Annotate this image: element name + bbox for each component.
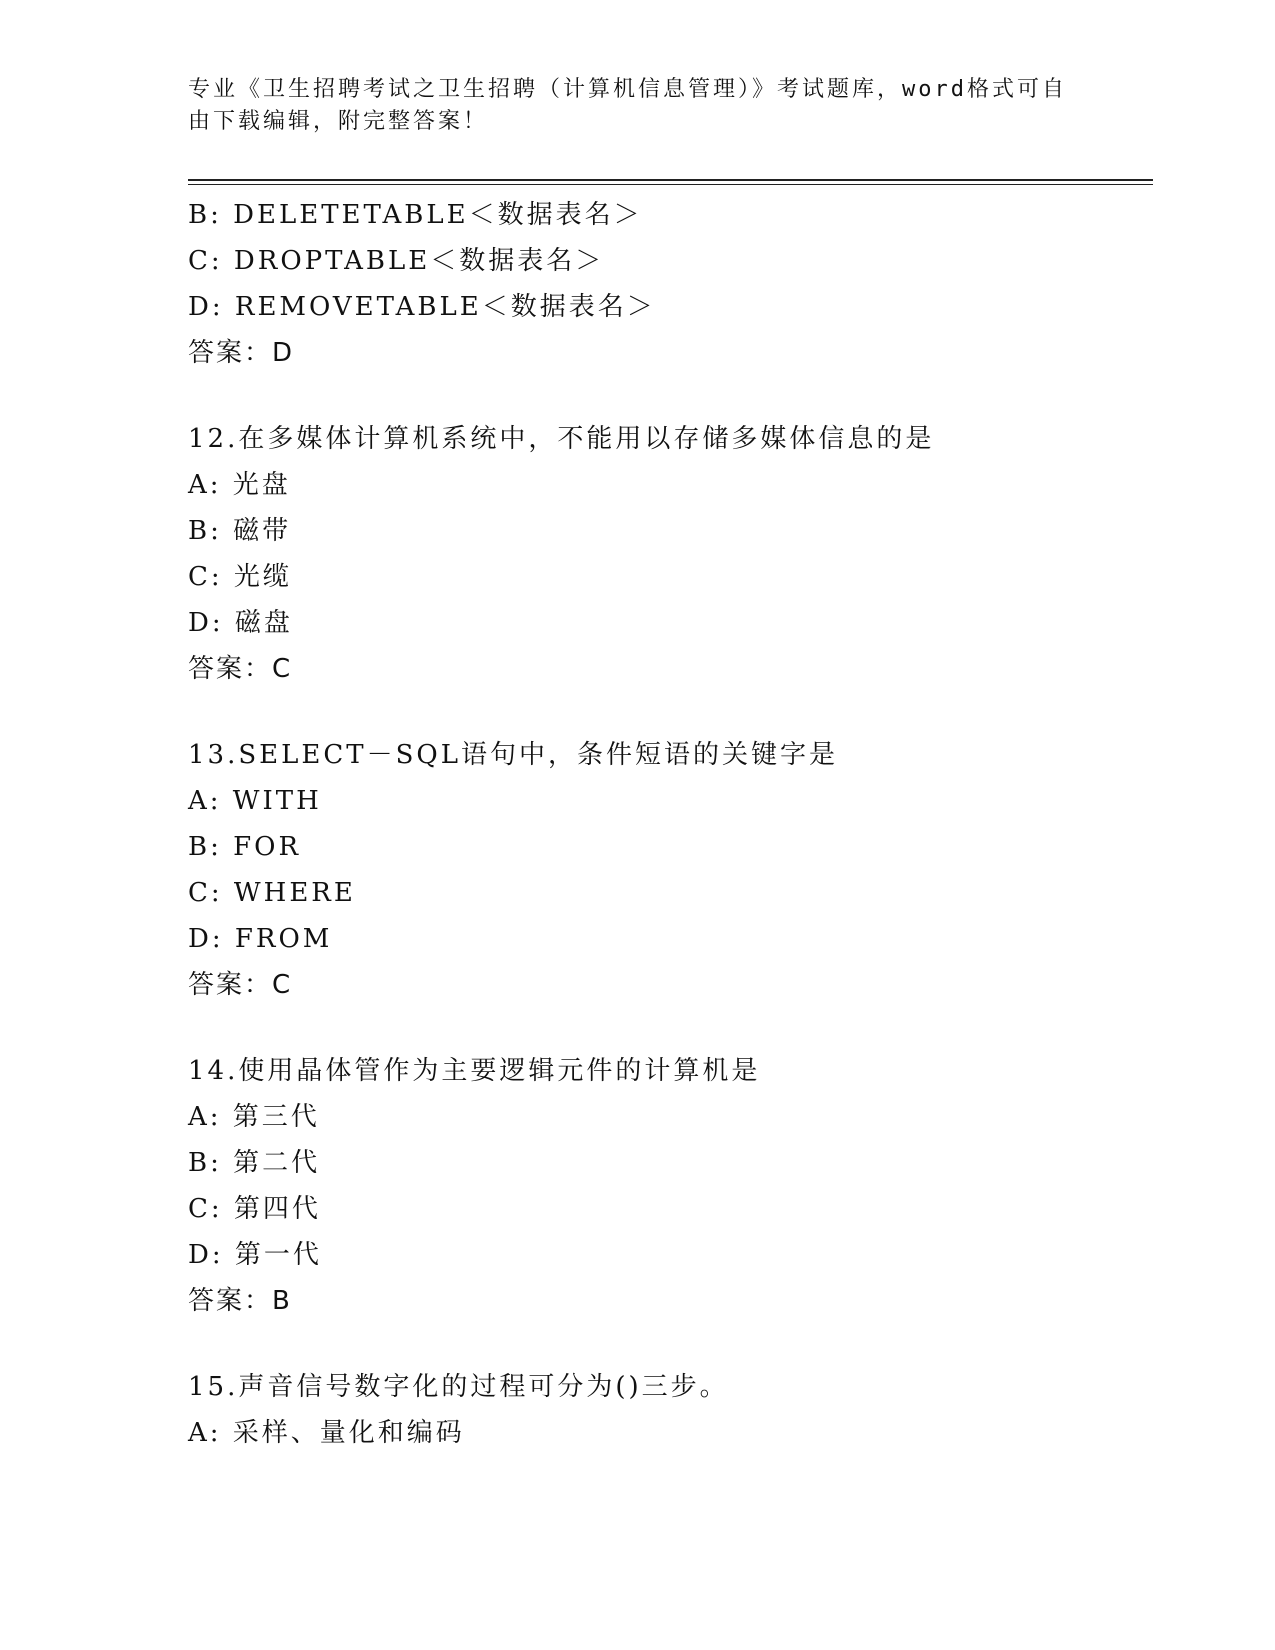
option-d: D: 第一代 bbox=[188, 1240, 322, 1270]
header-divider-thick bbox=[188, 179, 1153, 181]
option-b: B: FOR bbox=[188, 832, 302, 862]
answer: 答案：D bbox=[188, 338, 295, 368]
answer: 答案：C bbox=[188, 654, 293, 684]
option-a: A: WITH bbox=[188, 786, 322, 816]
option-c: C: 光缆 bbox=[188, 562, 292, 592]
option-a: A: 光盘 bbox=[188, 470, 291, 500]
option-b: B: 第二代 bbox=[188, 1148, 321, 1178]
answer: 答案：B bbox=[188, 1286, 292, 1316]
question-text: 13.SELECT－SQL语句中，条件短语的关键字是 bbox=[188, 740, 839, 770]
answer: 答案：C bbox=[188, 970, 293, 1000]
option-c: C: 第四代 bbox=[188, 1194, 321, 1224]
option-a: A: 采样、量化和编码 bbox=[188, 1418, 465, 1448]
question-block-12 bbox=[188, 416, 1153, 692]
option-a: A: 第三代 bbox=[188, 1102, 320, 1132]
option-b: B: 磁带 bbox=[188, 516, 292, 546]
question-text: 14.使用晶体管作为主要逻辑元件的计算机是 bbox=[188, 1056, 761, 1086]
question-block-14 bbox=[188, 1048, 1153, 1324]
question-list bbox=[188, 192, 1153, 1456]
question-text: 12.在多媒体计算机系统中，不能用以存储多媒体信息的是 bbox=[188, 424, 935, 454]
question-block-13 bbox=[188, 732, 1153, 1008]
question-block-11 bbox=[188, 192, 1153, 376]
question-block-15 bbox=[188, 1364, 1153, 1456]
option-d: D: FROM bbox=[188, 924, 333, 954]
question-text: 15.声音信号数字化的过程可分为()三步。 bbox=[188, 1372, 729, 1402]
option-d: D: 磁盘 bbox=[188, 608, 293, 638]
document-header: 专业《卫生招聘考试之卫生招聘（计算机信息管理）》考试题库，word格式可自由下载编辑，附完整答案！ bbox=[188, 77, 1067, 134]
option-b: B: DELETETABLE＜数据表名＞ bbox=[188, 200, 643, 230]
option-d: D: REMOVETABLE＜数据表名＞ bbox=[188, 292, 656, 322]
header-divider-thin bbox=[188, 184, 1153, 185]
option-c: C: WHERE bbox=[188, 878, 356, 908]
option-c: C: DROPTABLE＜数据表名＞ bbox=[188, 246, 605, 276]
